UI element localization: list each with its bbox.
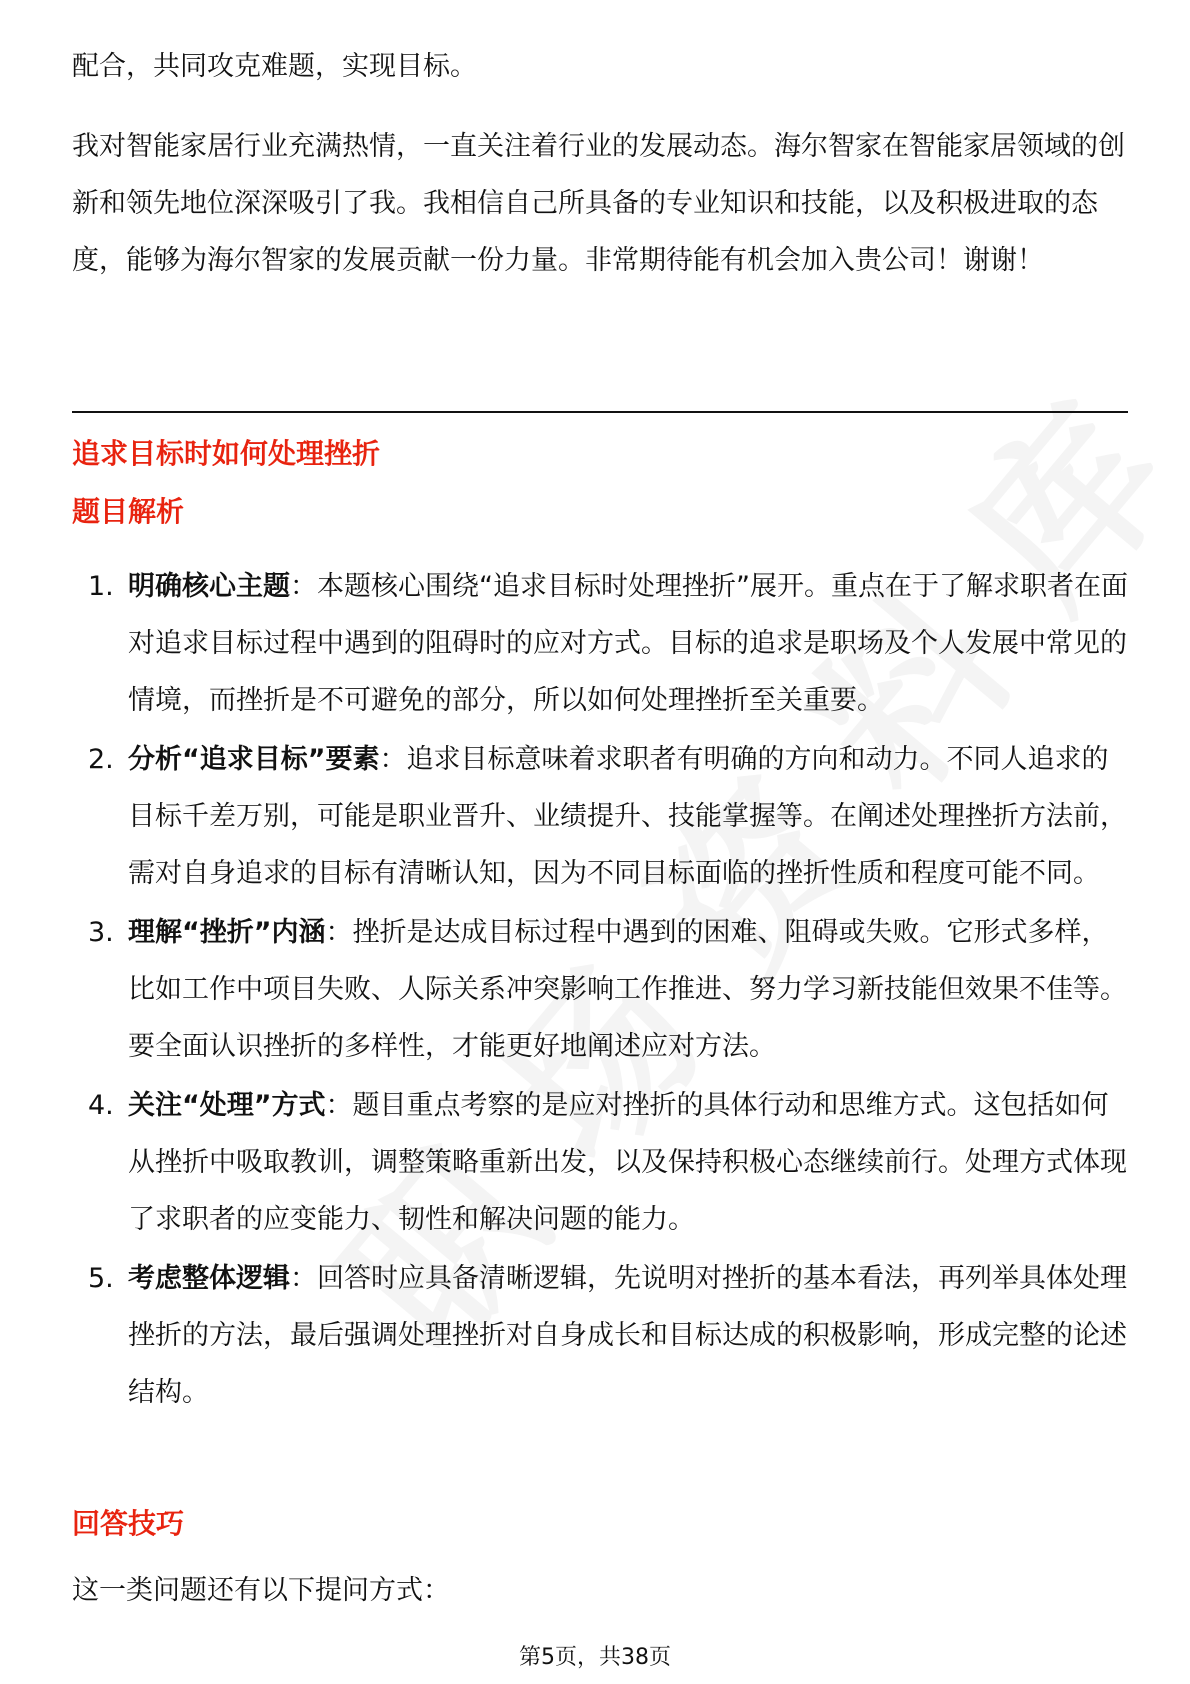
tips-intro: 这一类问题还有以下提问方式： <box>72 1575 450 1606</box>
intro-line: 配合，共同攻克难题，实现目标。 <box>72 51 477 82</box>
tips-heading: 回答技巧 <box>72 1507 185 1540</box>
document-page <box>72 0 1128 1684</box>
list-item: 4. 关注“处理”方式：题目重点考察的是应对挫折的具体行动和思维方式。这包括如何从挫折中吸取教训，调整策略重新出发，以及保持积极心态继续前行。处理方式体现了求职者的应变能力、韧性和解决问题的能力。 <box>88 1090 1127 1235</box>
analysis-list <box>72 558 1128 1423</box>
analysis-heading: 题目解析 <box>72 495 185 528</box>
section-divider <box>72 411 1128 413</box>
list-item: 3. 理解“挫折”内涵：挫折是达成目标过程中遇到的困难、阻碍或失败。它形式多样，比如工作中项目失败、人际关系冲突影响工作推进、努力学习新技能但效果不佳等。要全面认识挫折的多样性，才能更好地阐述应对方法。 <box>88 917 1127 1062</box>
list-item: 1. 明确核心主题：本题核心围绕“追求目标时处理挫折”展开。重点在于了解求职者在面对追求目标过程中遇到的阻碍时的应对方式。目标的追求是职场及个人发展中常见的情境，而挫折是不可避免的部分，所以如何处理挫折至关重要。 <box>88 571 1128 716</box>
list-item: 2. 分析“追求目标”要素：追求目标意味着求职者有明确的方向和动力。不同人追求的目标千差万别，可能是职业晋升、业绩提升、技能掌握等。在阐述处理挫折方法前，需对自身追求的目标有清晰认知，因为不同目标面临的挫折性质和程度可能不同。 <box>88 744 1127 889</box>
list-item: 5. 考虑整体逻辑：回答时应具备清晰逻辑，先说明对挫折的基本看法，再列举具体处理挫折的方法，最后强调处理挫折对自身成长和目标达成的积极影响，形成完整的论述结构。 <box>88 1263 1127 1408</box>
intro-paragraph: 我对智能家居行业充满热情，一直关注着行业的发展动态。海尔智家在智能家居领域的创新和领先地位深深吸引了我。我相信自己所具备的专业知识和技能，以及积极进取的态度，能够为海尔智家的发展贡献一份力量。非常期待能有机会加入贵公司！谢谢！ <box>72 131 1125 276</box>
page-number: 第5页，共38页 <box>519 1645 671 1670</box>
section-title: 追求目标时如何处理挫折 <box>72 437 381 470</box>
